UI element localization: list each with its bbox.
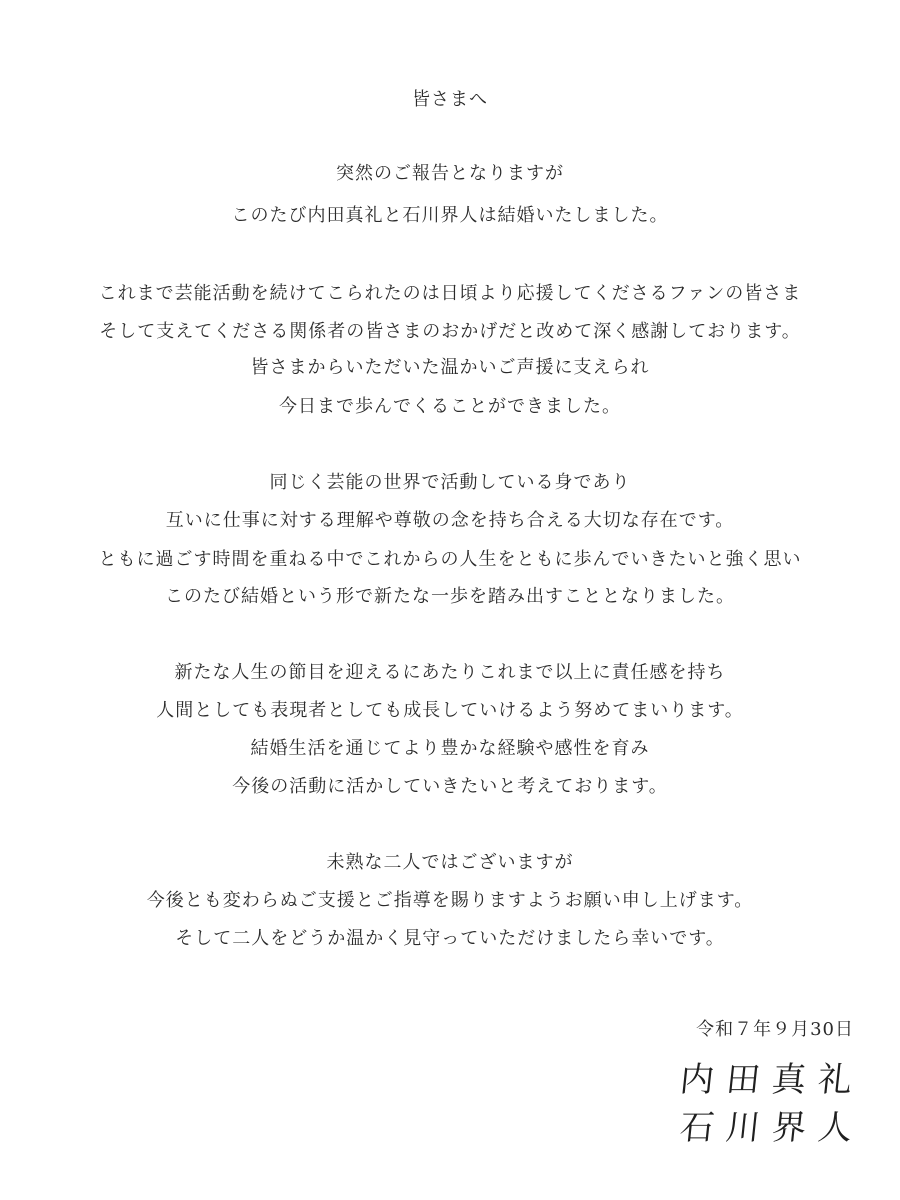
paragraph-5-line-2: 今後とも変わらぬご支援とご指導を賜りますようお願い申し上げます。: [146, 890, 754, 911]
paragraph-3-line-4: このたび結婚という形で新たな一歩を踏み出すこととなりました。: [165, 586, 735, 607]
paragraph-4-line-4: 今後の活動に活かしていきたいと考えております。: [232, 776, 668, 797]
signature-1: 内田真礼: [677, 1060, 867, 1100]
paragraph-3-line-3: ともに過ごす時間を重ねる中でこれからの人生をともに歩んでいきたいと強く思い: [98, 549, 802, 570]
paragraph-1-line-1: 突然のご報告となりますが: [336, 163, 564, 184]
paragraph-4-line-3: 結婚生活を通じてより豊かな経験や感性を育み: [250, 738, 650, 759]
paragraph-4-line-1: 新たな人生の節目を迎えるにあたりこれまで以上に責任感を持ち: [174, 662, 726, 683]
paragraph-2-line-4: 今日まで歩んでくることができました。: [279, 396, 621, 417]
paragraph-4-line-2: 人間としても表現者としても成長していけるよう努めてまいります。: [156, 700, 744, 721]
paragraph-5-line-1: 未熟な二人ではございますが: [326, 852, 574, 873]
paragraph-2-line-2: そして支えてくださる関係者の皆さまのおかげだと改めて深く感謝しております。: [99, 321, 801, 342]
paragraph-2-line-1: これまで芸能活動を続けてこられたのは日頃より応援してくださるファンの皆さま: [98, 283, 802, 304]
letter-date: 令和７年９月30日: [696, 1019, 854, 1040]
paragraph-3-line-2: 互いに仕事に対する理解や尊敬の念を持ち合える大切な存在です。: [165, 510, 735, 531]
paragraph-2-line-3: 皆さまからいただいた温かいご声援に支えられ: [250, 357, 650, 378]
paragraph-5-line-3: そして二人をどうか温かく見守っていただけましたら幸いです。: [175, 928, 725, 949]
signature-2: 石川界人: [677, 1108, 867, 1148]
paragraph-3-line-1: 同じく芸能の世界で活動している身であり: [269, 472, 631, 493]
salutation: 皆さまへ: [412, 89, 488, 110]
paragraph-1-line-2: このたび内田真礼と石川界人は結婚いたしました。: [231, 205, 669, 226]
